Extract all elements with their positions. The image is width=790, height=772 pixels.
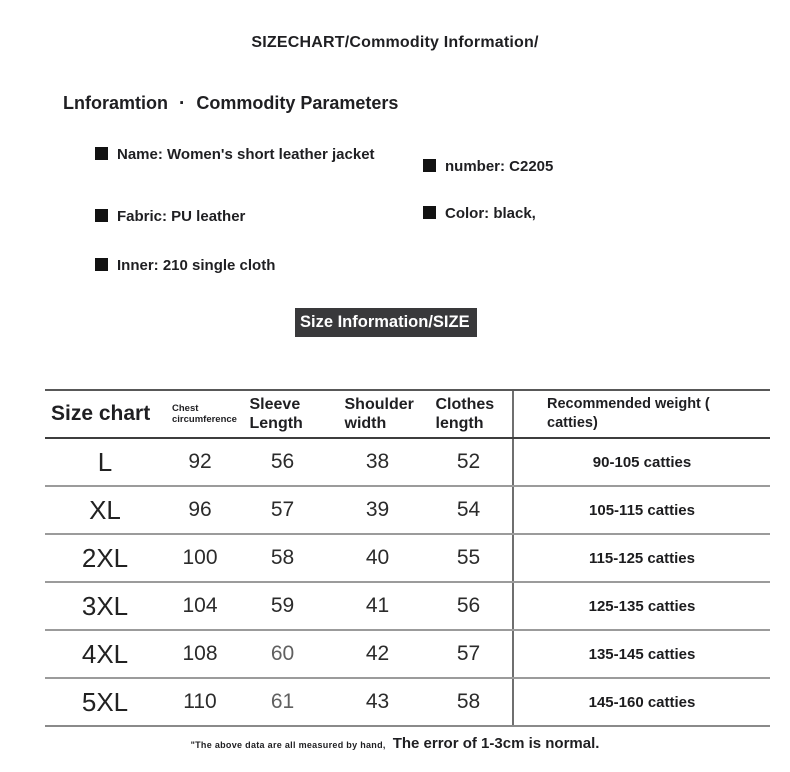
cell-size: 5XL bbox=[45, 678, 165, 726]
param-text: Color: black, bbox=[445, 205, 536, 222]
param-text: Fabric: PU leather bbox=[117, 208, 246, 225]
cell-weight: 115-125 catties bbox=[513, 534, 770, 582]
param-item-inner bbox=[95, 255, 275, 276]
info-heading-right: Commodity Parameters bbox=[196, 93, 399, 113]
cell-clothes: 52 bbox=[425, 438, 513, 486]
param-item-color bbox=[423, 203, 536, 224]
bullet-square-icon bbox=[423, 159, 436, 172]
footer-note bbox=[0, 735, 790, 753]
cell-clothes: 54 bbox=[425, 486, 513, 534]
size-table bbox=[45, 389, 770, 727]
size-banner: Size Information/SIZE bbox=[295, 308, 477, 337]
table-row bbox=[45, 534, 770, 582]
cell-sleeve: 60 bbox=[235, 630, 330, 678]
cell-shoulder: 43 bbox=[330, 678, 425, 726]
cell-shoulder: 38 bbox=[330, 438, 425, 486]
cell-shoulder: 39 bbox=[330, 486, 425, 534]
cell-size: XL bbox=[45, 486, 165, 534]
bullet-square-icon bbox=[95, 209, 108, 222]
cell-chest: 100 bbox=[165, 534, 235, 582]
footer-note-small: "The above data are all measured by hand, bbox=[190, 740, 386, 750]
cell-weight: 145-160 catties bbox=[513, 678, 770, 726]
header-size-chart: Size chart bbox=[45, 390, 165, 438]
table-header-row bbox=[45, 390, 770, 438]
cell-size: 2XL bbox=[45, 534, 165, 582]
param-item-fabric bbox=[95, 206, 245, 227]
info-heading-left: Lnforamtion bbox=[63, 93, 168, 113]
header-clothes-length: Clothes length bbox=[425, 390, 513, 438]
cell-sleeve: 58 bbox=[235, 534, 330, 582]
table-row bbox=[45, 582, 770, 630]
cell-weight: 135-145 catties bbox=[513, 630, 770, 678]
param-text: Name: Women's short leather jacket bbox=[117, 146, 375, 163]
cell-sleeve: 59 bbox=[235, 582, 330, 630]
table-row bbox=[45, 486, 770, 534]
cell-size: 3XL bbox=[45, 582, 165, 630]
heading-dot-icon: · bbox=[179, 93, 186, 114]
info-heading bbox=[63, 93, 398, 115]
cell-shoulder: 41 bbox=[330, 582, 425, 630]
footer-note-large: The error of 1-3cm is normal. bbox=[392, 735, 600, 752]
table-row bbox=[45, 630, 770, 678]
cell-sleeve: 57 bbox=[235, 486, 330, 534]
page-title: SIZECHART/Commodity Information/ bbox=[251, 34, 539, 51]
cell-shoulder: 40 bbox=[330, 534, 425, 582]
cell-clothes: 58 bbox=[425, 678, 513, 726]
cell-clothes: 55 bbox=[425, 534, 513, 582]
table-row bbox=[45, 678, 770, 726]
cell-clothes: 56 bbox=[425, 582, 513, 630]
cell-chest: 96 bbox=[165, 486, 235, 534]
cell-weight: 90-105 catties bbox=[513, 438, 770, 486]
param-item-name bbox=[95, 144, 375, 165]
param-text: number: C2205 bbox=[445, 158, 554, 175]
cell-weight: 125-135 catties bbox=[513, 582, 770, 630]
cell-size: 4XL bbox=[45, 630, 165, 678]
cell-chest: 110 bbox=[165, 678, 235, 726]
cell-chest: 92 bbox=[165, 438, 235, 486]
cell-clothes: 57 bbox=[425, 630, 513, 678]
header-shoulder-width: Shoulder width bbox=[330, 390, 425, 438]
cell-size: L bbox=[45, 438, 165, 486]
header-recommended-weight: Recommended weight ( catties) bbox=[513, 390, 770, 438]
cell-chest: 108 bbox=[165, 630, 235, 678]
header-chest-circumference: Chest circumference bbox=[165, 390, 235, 438]
bullet-square-icon bbox=[95, 258, 108, 271]
cell-sleeve: 61 bbox=[235, 678, 330, 726]
cell-weight: 105-115 catties bbox=[513, 486, 770, 534]
param-item-number bbox=[423, 156, 553, 177]
bullet-square-icon bbox=[423, 206, 436, 219]
param-text: Inner: 210 single cloth bbox=[117, 257, 276, 274]
cell-sleeve: 56 bbox=[235, 438, 330, 486]
header-sleeve-length: Sleeve Length bbox=[235, 390, 330, 438]
cell-chest: 104 bbox=[165, 582, 235, 630]
cell-shoulder: 42 bbox=[330, 630, 425, 678]
bullet-square-icon bbox=[95, 147, 108, 160]
table-row bbox=[45, 438, 770, 486]
